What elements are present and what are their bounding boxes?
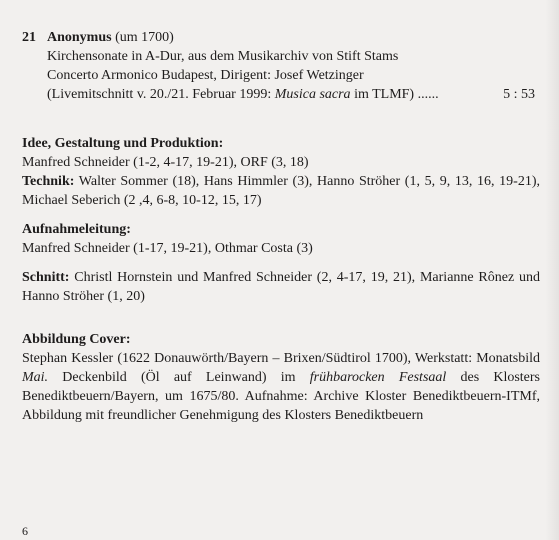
recording-italic: Musica sacra <box>274 87 351 102</box>
page-edge-shadow <box>545 0 559 540</box>
production-section <box>22 134 540 210</box>
page-number: 6 <box>22 524 28 538</box>
composer-date: (um 1700) <box>111 30 174 45</box>
technik-text <box>22 172 540 210</box>
schnitt-text: Christl Hornstein und Manfred Schneider (2, 4-17, 19, 21), Marianne Rônez und Hanno Ströher (1, 20) <box>22 270 540 304</box>
cover-italic-1: Mai. <box>22 370 49 385</box>
technik-names: Walter Sommer (18), Hans Himmler (3), Hanno Ströher (1, 5, 9, 13, 16, 19-21), Michael Seberich (2 ,4, 6-8, 10-12, 15, 17) <box>22 174 540 208</box>
schnitt-section <box>22 268 540 306</box>
technik-label: Technik: <box>22 174 75 189</box>
track-header <box>47 28 542 47</box>
leader-dots: ...... <box>414 87 439 102</box>
production-text: Manfred Schneider (1-2, 4-17, 19-21), ORF (3, 18) <box>22 155 309 170</box>
cover-text-3: des Klosters Benediktbeuern/Bayern, um 1675/80. Aufnahme: Archive Kloster Benediktbeuern-ITMf, Abbildung mit freundlicher Genehmigung des Klosters Benediktbeuern <box>22 370 540 423</box>
track-duration: 5 : 53 <box>503 87 535 102</box>
cover-text-1: Stephan Kessler (1622 Donauwörth/Bayern – Brixen/Südtirol 1700), Werkstatt: Monatsbild <box>22 351 540 366</box>
track-number: 21 <box>22 30 36 45</box>
cover-text <box>22 349 540 425</box>
production-heading: Idee, Gestaltung und Produktion: <box>22 136 224 151</box>
track-title: Kirchensonate in A-Dur, aus dem Musikarchiv von Stift Stams <box>47 49 399 64</box>
cover-section <box>22 330 540 425</box>
recording-prefix: (Livemitschnitt v. 20./21. Februar 1999: <box>47 87 275 102</box>
track-performers: Concerto Armonico Budapest, Dirigent: Josef Wetzinger <box>47 68 364 83</box>
composer-name: Anonymus <box>47 30 112 45</box>
schnitt-label: Schnitt: <box>22 270 70 285</box>
cover-text-2: Deckenbild (Öl auf Leinwand) im <box>48 370 310 385</box>
track-entry <box>22 28 542 104</box>
aufnahmeleitung-section <box>22 220 540 258</box>
track-recording <box>47 85 542 104</box>
aufnahmeleitung-heading: Aufnahmeleitung: <box>22 222 131 237</box>
aufnahmeleitung-text: Manfred Schneider (1-17, 19-21), Othmar Costa (3) <box>22 241 313 256</box>
cover-italic-2: frühbarocken Festsaal <box>309 370 447 385</box>
recording-suffix: im TLMF) <box>350 87 415 102</box>
cover-heading: Abbildung Cover: <box>22 332 131 347</box>
